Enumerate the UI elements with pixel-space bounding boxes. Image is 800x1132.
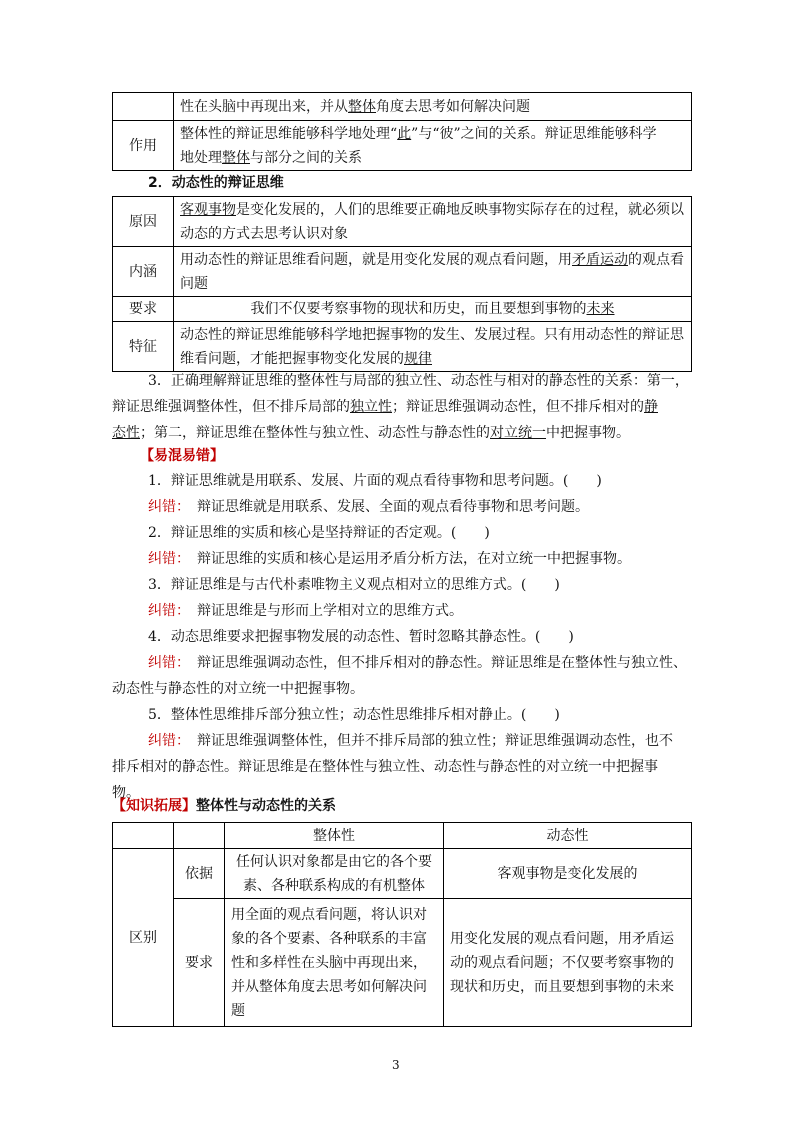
requirement-cell: 我们不仅要考察事物的现状和历史，而且要想到事物的未来 bbox=[174, 297, 692, 322]
difference-label: 区别 bbox=[113, 849, 174, 1027]
mistake-correction: 纠错： 辩证思维是与形而上学相对立的思维方式。 bbox=[148, 603, 463, 619]
requirement-integrity-cell: 用全面的观点看问题，将认识对 象的各个要素、各种联系的丰富 性和多样性在头脑中再现出来， 并从整体角度去思考如何解决问 题 bbox=[225, 899, 444, 1027]
section-2-heading: 2．动态性的辩证思维 bbox=[148, 175, 284, 191]
requirement-label-2: 要求 bbox=[174, 899, 225, 1027]
mistake-correction: 纠错： 辩证思维就是用联系、发展、全面的观点看待事物和思考问题。 bbox=[148, 499, 589, 515]
function-label: 作用 bbox=[113, 121, 174, 171]
comparison-table bbox=[112, 822, 692, 1027]
point-3-paragraph: 3．正确理解辩证思维的整体性与局部的独立性、动态性与相对的静态性的关系：第一， 辩证思维强调整体性，但不排斥局部的独立性；辩证思维强调动态性，但不排斥相对的静 态性；第二，辩证思维在整体性与独立性、动态性与静态性的对立统一中把握事物。 bbox=[112, 373, 689, 441]
mistake-correction: 纠错： 辩证思维的实质和核心是运用矛盾分析方法，在对立统一中把握事物。 bbox=[148, 551, 631, 567]
empty-label-cell bbox=[113, 93, 174, 121]
mistake-correction: 纠错： 辩证思维强调动态性，但不排斥相对的静态性。辩证思维是在整体性与独立性、 bbox=[148, 655, 687, 671]
integrity-table-continued bbox=[112, 92, 692, 171]
requirement-dynamic-cell: 用变化发展的观点看问题，用矛盾运 动的观点看问题；不仅要考察事物的 现状和历史，而且要想到事物的未来 bbox=[444, 899, 692, 1027]
reason-label: 原因 bbox=[113, 197, 174, 247]
mistakes-title: 【易混易错】 bbox=[140, 448, 224, 464]
connotation-cell: 用动态性的辩证思维看问题，就是用变化发展的观点看问题，用矛盾运动的观点看 问题 bbox=[174, 247, 692, 297]
dynamic-thinking-table bbox=[112, 196, 692, 372]
col-dynamic: 动态性 bbox=[444, 823, 692, 849]
reason-cell: 客观事物是变化发展的，人们的思维要正确地反映事物实际存在的过程，就必须以 动态的方式去思考认识对象 bbox=[174, 197, 692, 247]
extension-heading: 【知识拓展】整体性与动态性的关系 bbox=[112, 798, 336, 814]
mistakes-list: 1．辩证思维就是用联系、发展、片面的观点看待事物和思考问题。( ) 纠错： 辩证思维就是用联系、发展、全面的观点看待事物和思考问题。 2．辩证思维的实质和核心是坚持辩证的否定观。( ) 纠错： 辩证思维的实质和核心是运用矛盾分析方法，在对立统一中把握事物。 3．辩证思维是与古代朴素唯物主义观点相对立的思维方式。( ) 纠错： 辩证思维是与形而上学相对立的思维方式。 4．动态思维要求把握事物发展的动态性、暂时忽略其静态性。( ) 纠错： 辩证思维强调动态性，但不排斥相对的静态性。辩证思维是在整体性与独立性、 动态性与静态性的对立统一中把握事物。 5．整体性思维排斥部分独立性；动态性思维排斥相对静止。( ) 纠错： 辩证思维强调整体性，但并不排斥局部的独立性；辩证思维强调动态性，也不 排斥相对的静态性。辩证思维是在整体性与独立性、动态性与静态性的对立统一中把握事 物。 bbox=[112, 468, 712, 806]
mistake-correction: 纠错： 辩证思维强调整体性，但并不排斥局部的独立性；辩证思维强调动态性，也不 bbox=[148, 733, 673, 749]
mistake-question: 1．辩证思维就是用联系、发展、片面的观点看待事物和思考问题。( ) bbox=[148, 473, 602, 489]
mistake-question: 5．整体性思维排斥部分独立性；动态性思维排斥相对静止。( ) bbox=[148, 707, 560, 723]
connotation-label: 内涵 bbox=[113, 247, 174, 297]
mistake-question: 2．辩证思维的实质和核心是坚持辩证的否定观。( ) bbox=[148, 525, 490, 541]
function-cell: 整体性的辩证思维能够科学地处理“此”与“彼”之间的关系。辩证思维能够科学 地处理整体与部分之间的关系 bbox=[174, 121, 692, 171]
basis-label: 依据 bbox=[174, 849, 225, 899]
table1-row1-cell: 性在头脑中再现出来，并从整体角度去思考如何解决问题 bbox=[174, 93, 692, 121]
page-number: 3 bbox=[392, 1058, 400, 1072]
feature-label: 特征 bbox=[113, 322, 174, 372]
basis-dynamic-cell: 客观事物是变化发展的 bbox=[444, 849, 692, 899]
basis-integrity-cell: 任何认识对象都是由它的各个要 素、各种联系构成的有机整体 bbox=[225, 849, 444, 899]
requirement-label: 要求 bbox=[113, 297, 174, 322]
mistake-question: 3．辩证思维是与古代朴素唯物主义观点相对立的思维方式。( ) bbox=[148, 577, 560, 593]
mistake-question: 4．动态思维要求把握事物发展的动态性、暂时忽略其静态性。( ) bbox=[148, 629, 574, 645]
feature-cell: 动态性的辩证思维能够科学地把握事物的发生、发展过程。只有用动态性的辩证思 维看问题，才能把握事物变化发展的规律 bbox=[174, 322, 692, 372]
col-integrity: 整体性 bbox=[225, 823, 444, 849]
